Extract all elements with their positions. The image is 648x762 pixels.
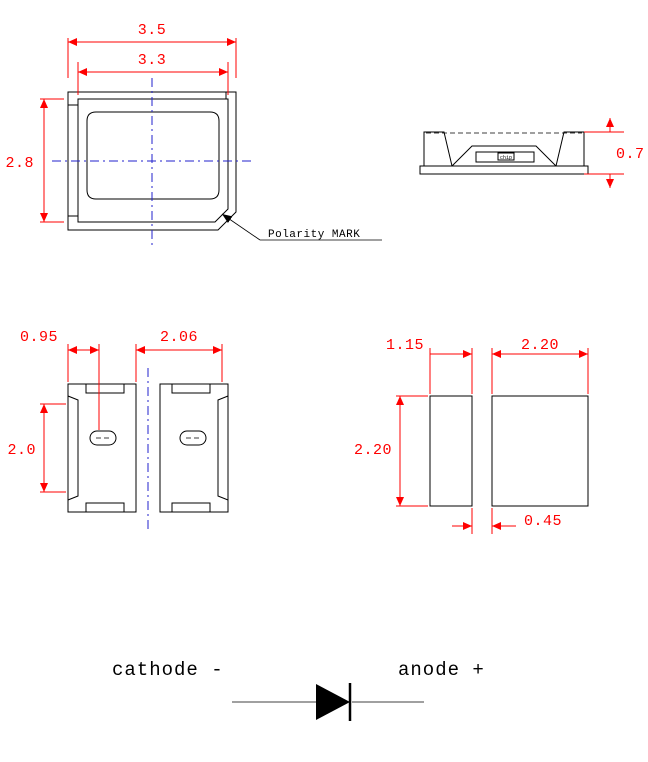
dim-pad-gap-text: 0.45: [524, 513, 563, 530]
dim-pad-layout-height: [354, 396, 428, 506]
dim-pad-width-right-text: 2.20: [520, 337, 560, 354]
anode-label: anode +: [398, 659, 485, 681]
dim-side-height-text: 0.7: [616, 146, 645, 163]
dim-side-height: [584, 118, 645, 188]
dim-pad-gap: [452, 508, 562, 534]
dim-overall-width: [68, 22, 236, 78]
polarity-mark-label: Polarity MARK: [268, 229, 361, 241]
svg-text:chip: chip: [499, 155, 513, 161]
dim-pad-span: [136, 329, 222, 382]
dim-body-width: [78, 52, 228, 95]
polarity-symbol-geometry: [232, 683, 424, 721]
dim-pad-width-right: [492, 337, 588, 394]
cathode-label: cathode -: [112, 659, 224, 681]
side-view-geometry: [420, 132, 588, 174]
dim-pad-layout-height-text: 2.20: [353, 442, 392, 459]
dim-body-height-text: 2.8: [5, 155, 34, 172]
dim-pad-left-width: [20, 329, 99, 430]
pad-layout-geometry: [430, 396, 588, 506]
polarity-mark-leader: [222, 214, 382, 241]
dim-pad-height: [7, 404, 66, 492]
dim-pad-left-width-text: 0.95: [20, 329, 59, 346]
dim-pad-width-left: [386, 337, 472, 394]
dim-overall-width-text: 3.5: [137, 22, 167, 39]
dim-body-width-text: 3.3: [137, 52, 167, 69]
dim-pad-span-text: 2.06: [159, 329, 199, 346]
dim-pad-height-text: 2.0: [7, 442, 36, 459]
dim-pad-width-left-text: 1.15: [385, 337, 424, 354]
